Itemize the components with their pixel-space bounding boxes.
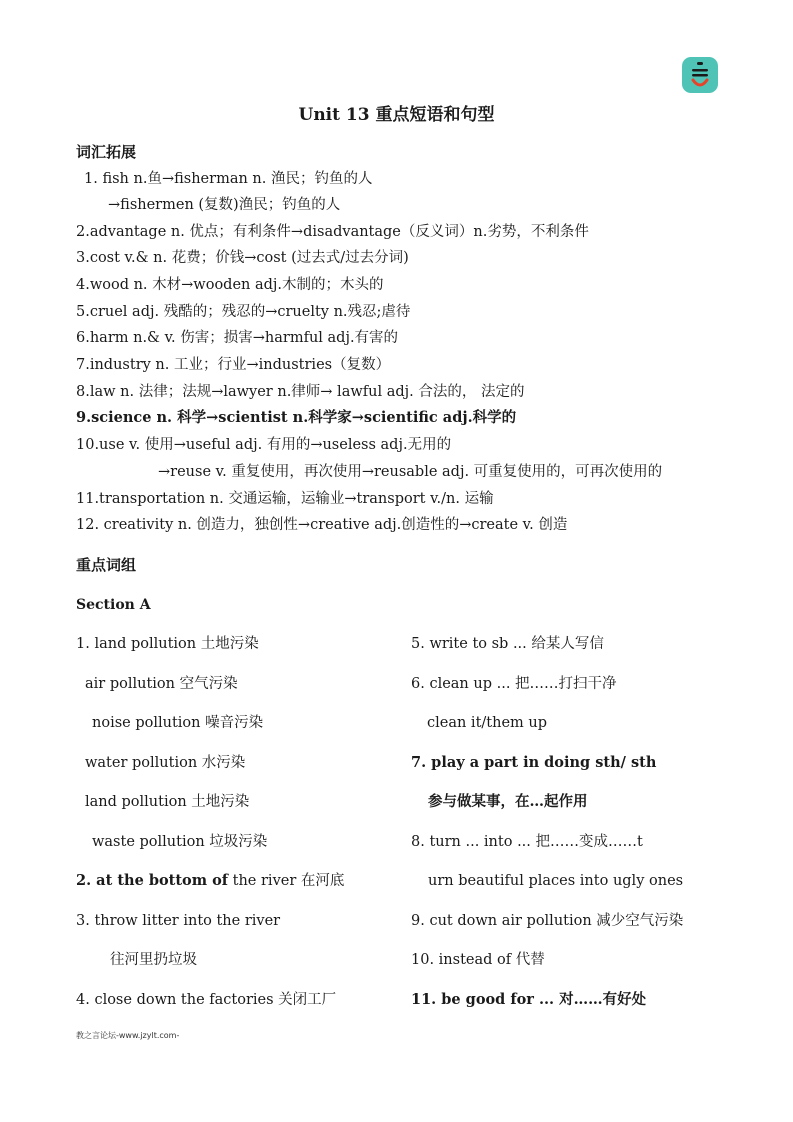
section-label: Section A — [76, 597, 151, 613]
vocab-line: 9.science n. 科学→scientist n.科学家→scientific adj.科学的 — [76, 409, 517, 426]
phrase-item: 1. land pollution 土地污染 — [76, 636, 259, 652]
vocab-line: 4.wood n. 木材→wooden adj.木制的；木头的 — [76, 277, 384, 293]
phrase-item: water pollution 水污染 — [85, 755, 246, 771]
phrase-item: 11. be good for ... 对……有好处 — [411, 991, 647, 1008]
phrases-heading: 重点词组 — [76, 556, 137, 574]
phrase-item: urn beautiful places into ugly ones — [428, 873, 684, 889]
page-title: Unit 13 重点短语和句型 — [298, 105, 495, 125]
book-logo-icon — [682, 57, 718, 93]
vocab-heading: 词汇拓展 — [76, 143, 137, 161]
phrase-item: 8. turn ... into ... 把……变成……t — [411, 834, 643, 850]
phrase-item: 参与做某事，在…起作用 — [428, 793, 588, 810]
phrase-item: 9. cut down air pollution 减少空气污染 — [411, 913, 684, 929]
phrase-item: clean it/them up — [427, 715, 548, 731]
phrase-item: air pollution 空气污染 — [85, 676, 238, 692]
phrase-bold-part: 2. at the bottom of — [76, 872, 229, 889]
phrase-item: land pollution 土地污染 — [85, 794, 250, 810]
vocab-line: 11.transportation n. 交通运输，运输业→transport v./n. 运输 — [76, 491, 494, 507]
vocab-line: 12. creativity n. 创造力，独创性→creative adj.创造性的→create v. 创造 — [76, 517, 568, 533]
vocab-line: 5.cruel adj. 残酷的；残忍的→cruelty n.残忍;虐待 — [76, 304, 411, 320]
phrase-rest: the river 在河底 — [228, 873, 345, 889]
vocab-line: 8.law n. 法律；法规→lawyer n.律师→ lawful adj. 合法的， 法定的 — [76, 384, 525, 400]
phrase-item: 往河里扔垃圾 — [110, 952, 197, 968]
vocab-line: 3.cost v.& n. 花费；价钱→cost (过去式/过去分词) — [76, 250, 409, 266]
phrase-item: 3. throw litter into the river — [76, 913, 281, 929]
phrase-item: 5. write to sb ... 给某人写信 — [411, 636, 604, 652]
phrase-item: noise pollution 噪音污染 — [92, 715, 264, 731]
vocab-line: 1. fish n.鱼→fisherman n. 渔民；钓鱼的人 — [84, 171, 373, 187]
phrase-item: 4. close down the factories 关闭工厂 — [76, 992, 337, 1008]
vocab-line: 10.use v. 使用→useful adj. 有用的→useless adj.无用的 — [76, 437, 452, 453]
phrase-item: 7. play a part in doing sth/ sth — [411, 754, 657, 771]
phrase-item: 10. instead of 代替 — [411, 952, 545, 968]
vocab-line: 7.industry n. 工业；行业→industries（复数） — [76, 357, 391, 373]
phrase-item — [76, 872, 344, 890]
phrase-item: waste pollution 垃圾污染 — [92, 834, 268, 850]
vocab-line: 2.advantage n. 优点；有利条件→disadvantage（反义词）n.劣势，不利条件 — [76, 224, 589, 240]
vocab-line: 6.harm n.& v. 伤害；损害→harmful adj.有害的 — [76, 330, 399, 346]
footer-text: 教之言论坛-www.jzylt.com- — [76, 1031, 180, 1040]
phrase-item: 6. clean up ... 把……打扫干净 — [411, 676, 617, 692]
logo-mark-icon — [682, 57, 718, 93]
vocab-line: →fishermen (复数)渔民；钓鱼的人 — [108, 197, 341, 213]
vocab-line: →reuse v. 重复使用，再次使用→reusable adj. 可重复使用的，可再次使用的 — [158, 464, 663, 480]
